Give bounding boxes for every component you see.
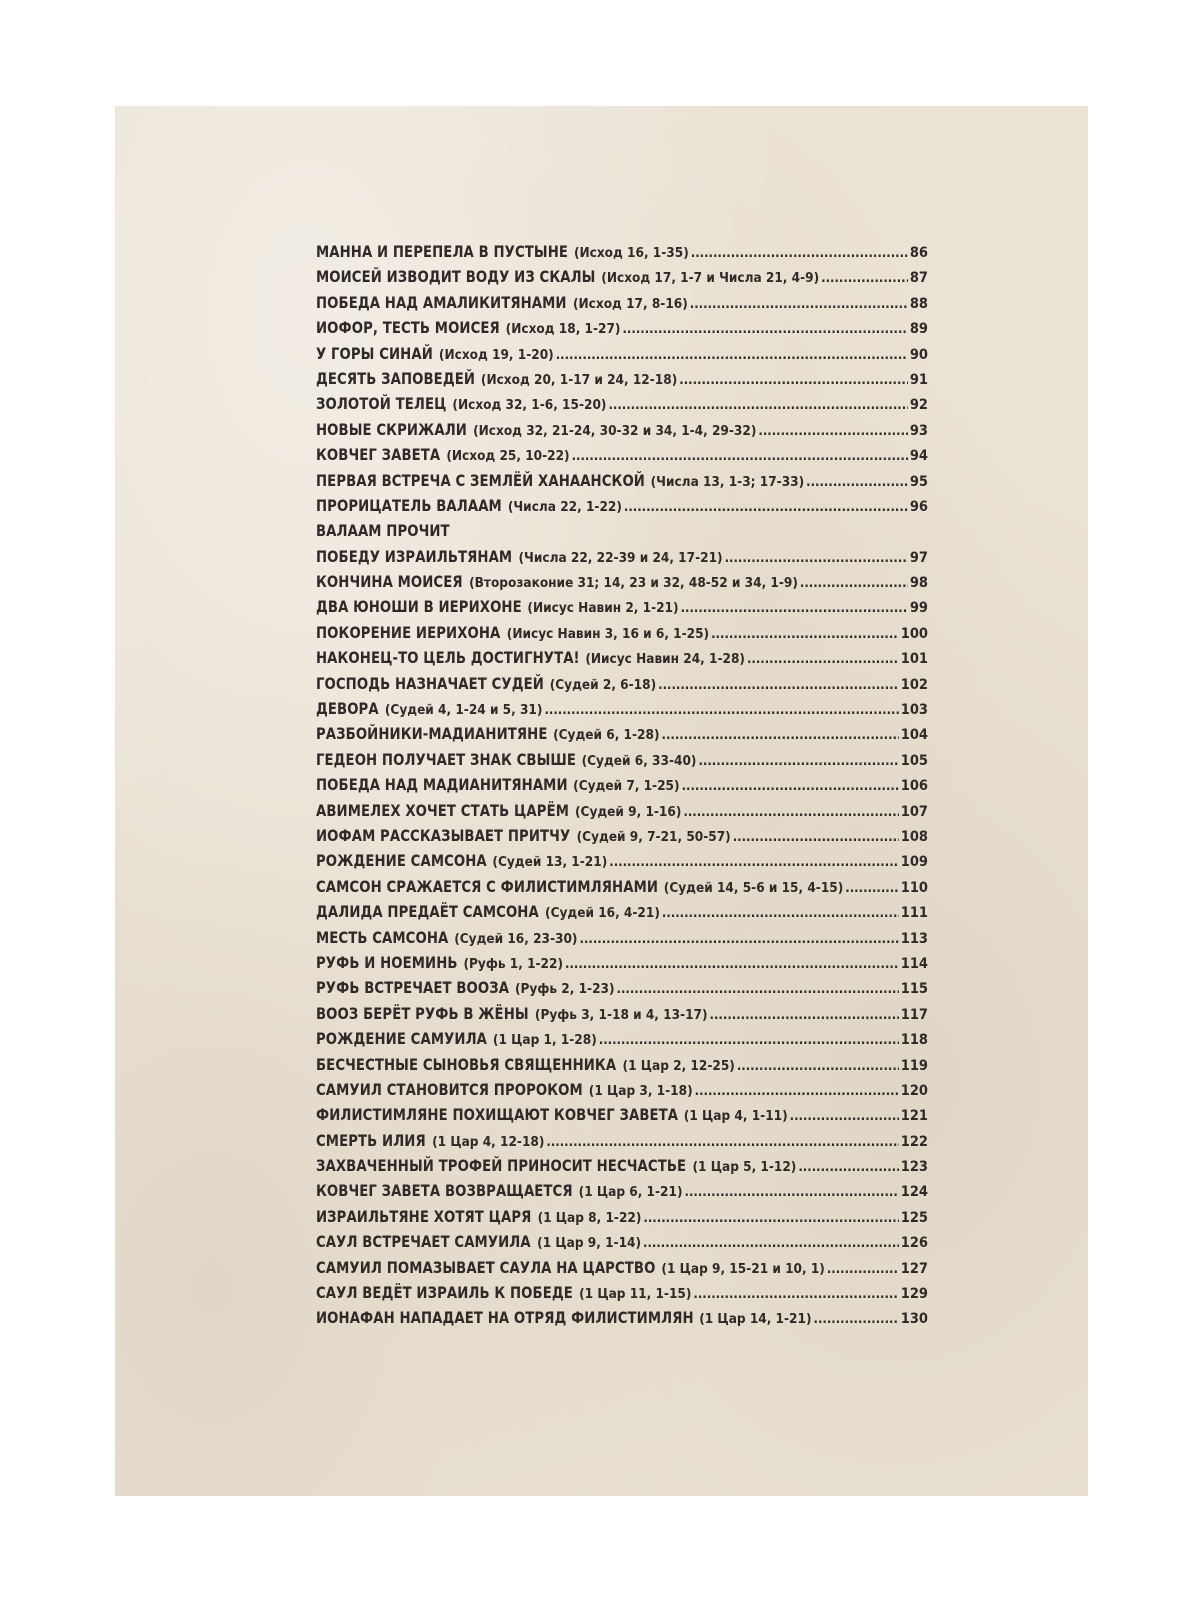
entry-scripture-reference: (1 Цар 9, 1-14) [537, 1235, 642, 1252]
dot-leader [814, 1307, 899, 1330]
entry-title: КОНЧИНА МОИСЕЯ [316, 572, 463, 592]
dot-leader [565, 952, 899, 975]
entry-title: ИОНАФАН НАПАДАЕТ НА ОТРЯД ФИЛИСТИМЛЯН [316, 1308, 694, 1328]
toc-entry [316, 696, 928, 721]
entry-scripture-reference: (Судей 2, 6-18) [549, 676, 657, 693]
entry-page-number: 113 [900, 930, 928, 947]
entry-page-number: 108 [900, 828, 928, 845]
entry-title: ЗОЛОТОЙ ТЕЛЕЦ [316, 394, 447, 414]
toc-entry [316, 721, 928, 746]
dot-leader [758, 419, 907, 442]
entry-scripture-reference: (Судей 16, 4-21) [545, 905, 660, 922]
entry-page-number: 106 [900, 778, 928, 795]
entry-title: САМУИЛ СТАНОВИТСЯ ПРОРОКОМ [316, 1079, 583, 1099]
entry-title: У ГОРЫ СИНАЙ [316, 343, 433, 363]
entry-page-number: 95 [909, 473, 928, 490]
dot-leader [580, 927, 899, 950]
dot-leader [827, 1257, 899, 1280]
entry-page-number: 100 [900, 625, 928, 642]
entry-scripture-reference: (1 Цар 4, 12-18) [432, 1133, 545, 1150]
entry-title: БЕСЧЕСТНЫЕ СЫНОВЬЯ СВЯЩЕННИКА [316, 1054, 617, 1074]
toc-entry [316, 1077, 928, 1102]
entry-page-number: 88 [909, 295, 928, 312]
entry-title: ВООЗ БЕРЁТ РУФЬ В ЖЁНЫ [316, 1003, 529, 1023]
entry-scripture-reference: (Судей 16, 23-30) [454, 930, 578, 947]
entry-title: ПОБЕДА НАД МАДИАНИТЯНАМИ [316, 775, 568, 795]
toc-entry [316, 772, 928, 797]
toc-entry [316, 1102, 928, 1127]
dot-leader [617, 977, 899, 1000]
entry-title: АВИМЕЛЕХ ХОЧЕТ СТАТЬ ЦАРЁМ [316, 800, 569, 820]
toc-entry [316, 950, 928, 975]
entry-scripture-reference: (1 Цар 6, 1-21) [578, 1184, 683, 1201]
dot-leader [725, 546, 908, 569]
entry-title: МОИСЕЙ ИЗВОДИТ ВОДУ ИЗ СКАЛЫ [316, 267, 596, 287]
toc-entry [316, 442, 928, 467]
dot-leader [845, 876, 898, 899]
entry-scripture-reference: (Исход 16, 1-35) [573, 245, 689, 261]
entry-page-number: 114 [900, 955, 928, 972]
dot-leader [662, 901, 899, 924]
entry-title: ДЕВОРА [316, 699, 379, 719]
entry-page-number: 86 [909, 245, 928, 261]
entry-scripture-reference: (Руфь 1, 1-22) [463, 955, 564, 972]
entry-scripture-reference: (Числа 13, 1-3; 17-33) [650, 473, 805, 490]
dot-leader [690, 292, 908, 315]
entry-page-number: 96 [909, 498, 928, 515]
toc-entry [316, 798, 928, 823]
toc-entry [316, 315, 928, 340]
dot-leader [685, 1180, 899, 1203]
toc-entry [316, 569, 928, 594]
toc-entry [316, 1178, 928, 1203]
toc-entry [316, 823, 928, 848]
entry-page-number: 125 [900, 1209, 928, 1226]
dot-leader [682, 774, 899, 797]
dot-leader [711, 622, 899, 645]
entry-page-number: 115 [900, 981, 928, 998]
entry-page-number: 101 [900, 651, 928, 668]
entry-scripture-reference: (1 Цар 9, 15-21 и 10, 1) [661, 1260, 825, 1277]
entry-page-number: 110 [900, 879, 928, 896]
entry-title: МАННА И ПЕРЕПЕЛА В ПУСТЫНЕ [316, 242, 569, 261]
entry-title: ДВА ЮНОШИ В ИЕРИХОНЕ [316, 597, 522, 617]
entry-scripture-reference: (Руфь 2, 1-23) [514, 981, 615, 998]
entry-page-number: 104 [900, 727, 928, 744]
entry-page-number: 120 [900, 1082, 928, 1099]
entry-scripture-reference: (Исход 17, 1-7 и Числа 21, 4-9) [601, 270, 820, 287]
entry-page-number: 126 [900, 1235, 928, 1252]
dot-leader [695, 1079, 899, 1102]
dot-leader [790, 1104, 899, 1127]
entry-page-number: 124 [900, 1184, 928, 1201]
entry-scripture-reference: (Исход 18, 1-27) [505, 321, 621, 338]
entry-page-number: 117 [900, 1006, 928, 1023]
toc-entry [316, 645, 928, 670]
dot-leader [698, 749, 898, 772]
toc-entry [316, 391, 928, 416]
entry-page-number: 130 [900, 1311, 928, 1328]
entry-title: САУЛ ВСТРЕЧАЕТ САМУИЛА [316, 1232, 531, 1252]
dot-leader [643, 1231, 899, 1254]
entry-title: ПОБЕДУ ИЗРАИЛЬТЯНАМ [316, 546, 513, 566]
toc-entry [316, 1305, 928, 1330]
entry-page-number: 122 [900, 1133, 928, 1150]
toc-entry [316, 899, 928, 924]
entry-title: МЕСТЬ САМСОНА [316, 927, 449, 947]
entry-title: КОВЧЕГ ЗАВЕТА [316, 445, 441, 465]
toc-entry [316, 671, 928, 696]
toc-entry [316, 544, 928, 569]
dot-leader [733, 825, 899, 848]
toc-entry [316, 594, 928, 619]
entry-scripture-reference: (Судей 6, 33-40) [581, 752, 697, 769]
entry-title: ПРОРИЦАТЕЛЬ ВАЛААМ [316, 495, 502, 515]
entry-title: НАКОНЕЦ-ТО ЦЕЛЬ ДОСТИГНУТА! [316, 648, 580, 668]
entry-title: ВАЛААМ ПРОЧИТ [316, 521, 450, 541]
entry-page-number: 123 [900, 1159, 928, 1176]
toc-entry [316, 239, 928, 264]
entry-page-number: 111 [900, 905, 928, 922]
entry-page-number: 127 [900, 1260, 928, 1277]
entry-page-number: 94 [909, 448, 928, 465]
dot-leader [806, 470, 908, 493]
entry-title: ИЗРАИЛЬТЯНЕ ХОТЯТ ЦАРЯ [316, 1206, 532, 1226]
dot-leader [710, 1003, 899, 1026]
toc-entry [316, 1052, 928, 1077]
entry-page-number: 92 [909, 397, 928, 414]
entry-scripture-reference: (1 Цар 4, 1-11) [683, 1108, 788, 1125]
entry-scripture-reference: (Исход 17, 8-16) [572, 295, 688, 312]
dot-leader [679, 368, 908, 391]
entry-title: НОВЫЕ СКРИЖАЛИ [316, 419, 467, 439]
toc-entry [316, 1280, 928, 1305]
dot-leader [691, 241, 908, 264]
entry-scripture-reference: (Исход 32, 1-6, 15-20) [452, 397, 607, 414]
entry-scripture-reference: (Иисус Навин 24, 1-28) [585, 651, 745, 668]
dot-leader [737, 1054, 899, 1077]
entry-scripture-reference: (Иисус Навин 2, 1-21) [527, 600, 679, 617]
dot-leader [747, 647, 899, 670]
dot-leader [681, 596, 908, 619]
entry-title: САУЛ ВЕДЁТ ИЗРАИЛЬ К ПОБЕДЕ [316, 1283, 573, 1303]
entry-title: РАЗБОЙНИКИ-МАДИАНИТЯНЕ [316, 724, 548, 744]
entry-title: ИОФАМ РАССКАЗЫВАЕТ ПРИТЧУ [316, 825, 571, 845]
entry-scripture-reference: (1 Цар 5, 1-12) [692, 1159, 797, 1176]
toc-entry [316, 747, 928, 772]
toc-entry [316, 848, 928, 873]
entry-scripture-reference: (Исход 19, 1-20) [438, 346, 554, 363]
entry-title: РУФЬ И НОЕМИНЬ [316, 952, 458, 972]
entry-page-number: 119 [900, 1057, 928, 1074]
entry-title: ПОБЕДА НАД АМАЛИКИТЯНАМИ [316, 292, 567, 312]
entry-scripture-reference: (Исход 20, 1-17 и 24, 12-18) [480, 371, 678, 388]
toc-entry [316, 366, 928, 391]
toc-entry [316, 518, 928, 543]
entry-scripture-reference: (Судей 4, 1-24 и 5, 31) [384, 702, 543, 719]
entry-title: ДАЛИДА ПРЕДАЁТ САМСОНА [316, 902, 539, 922]
entry-page-number: 118 [900, 1032, 928, 1049]
entry-page-number: 90 [909, 346, 928, 363]
entry-title: ГЕДЕОН ПОЛУЧАЕТ ЗНАК СВЫШЕ [316, 749, 576, 769]
entry-page-number: 93 [909, 422, 928, 439]
entry-page-number: 129 [900, 1286, 928, 1303]
entry-title: РУФЬ ВСТРЕЧАЕТ ВООЗА [316, 978, 510, 998]
entry-title: ГОСПОДЬ НАЗНАЧАЕТ СУДЕЙ [316, 673, 544, 693]
entry-scripture-reference: (1 Цар 11, 1-15) [579, 1286, 692, 1303]
dot-leader [821, 266, 908, 289]
entry-scripture-reference: (Числа 22, 1-22) [507, 498, 622, 515]
entry-page-number: 87 [909, 270, 928, 287]
entry-title: САМСОН СРАЖАЕТСЯ С ФИЛИСТИМЛЯНАМИ [316, 876, 659, 896]
dot-leader [643, 1206, 898, 1229]
entry-page-number: 105 [900, 752, 928, 769]
entry-page-number: 89 [909, 321, 928, 338]
dot-leader [546, 1130, 898, 1153]
entry-scripture-reference: (Иисус Навин 3, 16 и 6, 1-25) [506, 625, 710, 642]
entry-scripture-reference: (Второзаконие 31; 14, 23 и 32, 48-52 и 34, 1-9) [469, 575, 798, 592]
toc-entry [316, 468, 928, 493]
entry-page-number: 107 [900, 803, 928, 820]
toc-entry [316, 975, 928, 1000]
toc-entry [316, 1255, 928, 1280]
table-of-contents [316, 239, 928, 1331]
entry-page-number: 99 [909, 600, 928, 617]
toc-entry [316, 1128, 928, 1153]
entry-scripture-reference: (Судей 7, 1-25) [573, 778, 680, 795]
dot-leader [609, 850, 899, 873]
entry-page-number: 91 [909, 371, 928, 388]
entry-title: РОЖДЕНИЕ САМУИЛА [316, 1029, 488, 1049]
entry-scripture-reference: (Судей 9, 7-21, 50-57) [576, 828, 731, 845]
dot-leader [800, 571, 908, 594]
entry-scripture-reference: (1 Цар 14, 1-21) [699, 1311, 812, 1328]
dot-leader [599, 1028, 899, 1051]
entry-scripture-reference: (1 Цар 3, 1-18) [588, 1082, 693, 1099]
entry-scripture-reference: (Исход 25, 10-22) [446, 448, 570, 465]
entry-scripture-reference: (Числа 22, 22-39 и 24, 17-21) [518, 549, 723, 566]
entry-title: КОВЧЕГ ЗАВЕТА ВОЗВРАЩАЕТСЯ [316, 1181, 573, 1201]
dot-leader [798, 1155, 898, 1178]
dot-leader [683, 800, 898, 823]
dot-leader [624, 495, 908, 518]
toc-entry [316, 341, 928, 366]
dot-leader [544, 698, 898, 721]
toc-entry [316, 874, 928, 899]
toc-entry [316, 1204, 928, 1229]
toc-entry [316, 264, 928, 289]
toc-entry [316, 493, 928, 518]
toc-entry [316, 1229, 928, 1254]
entry-page-number: 97 [909, 549, 928, 566]
entry-scripture-reference: (Судей 6, 1-28) [553, 727, 660, 744]
entry-scripture-reference: (Судей 9, 1-16) [574, 803, 682, 820]
toc-entry [316, 290, 928, 315]
toc-entry [316, 1153, 928, 1178]
entry-page-number: 109 [900, 854, 928, 871]
entry-title: ПОКОРЕНИЕ ИЕРИХОНА [316, 622, 501, 642]
entry-title: ПЕРВАЯ ВСТРЕЧА С ЗЕМЛЁЙ ХАНААНСКОЙ [316, 470, 645, 490]
dot-leader [658, 673, 899, 696]
entry-title: РОЖДЕНИЕ САМСОНА [316, 851, 487, 871]
entry-scripture-reference: (Руфь 3, 1-18 и 4, 13-17) [534, 1006, 708, 1023]
dot-leader [693, 1282, 898, 1305]
entry-scripture-reference: (1 Цар 2, 12-25) [622, 1057, 735, 1074]
entry-page-number: 98 [909, 575, 928, 592]
entry-page-number: 121 [900, 1108, 928, 1125]
entry-scripture-reference: (Исход 32, 21-24, 30-32 и 34, 1-4, 29-32) [473, 422, 757, 439]
entry-scripture-reference: (1 Цар 8, 1-22) [537, 1209, 642, 1226]
toc-entry [316, 1001, 928, 1026]
dot-leader [662, 723, 899, 746]
entry-page-number: 102 [900, 676, 928, 693]
entry-title: ФИЛИСТИМЛЯНЕ ПОХИЩАЮТ КОВЧЕГ ЗАВЕТА [316, 1105, 679, 1125]
entry-title: ЗАХВАЧЕННЫЙ ТРОФЕЙ ПРИНОСИТ НЕСЧАСТЬЕ [316, 1156, 687, 1176]
entry-title: ДЕСЯТЬ ЗАПОВЕДЕЙ [316, 368, 476, 388]
dot-leader [556, 343, 908, 366]
toc-entry [316, 1026, 928, 1051]
entry-title: САМУИЛ ПОМАЗЫВАЕТ САУЛА НА ЦАРСТВО [316, 1257, 656, 1277]
toc-entry [316, 417, 928, 442]
entry-scripture-reference: (1 Цар 1, 1-28) [492, 1032, 597, 1049]
entry-title: ИОФОР, ТЕСТЬ МОИСЕЯ [316, 318, 500, 338]
entry-title: СМЕРТЬ ИЛИЯ [316, 1130, 426, 1150]
toc-entry [316, 620, 928, 645]
entry-scripture-reference: (Судей 14, 5-6 и 15, 4-15) [663, 879, 844, 896]
dot-leader [622, 317, 907, 340]
entry-scripture-reference: (Судей 13, 1-21) [492, 854, 608, 871]
dot-leader [608, 393, 907, 416]
dot-leader [572, 444, 908, 467]
toc-entry [316, 925, 928, 950]
entry-page-number: 103 [900, 702, 928, 719]
